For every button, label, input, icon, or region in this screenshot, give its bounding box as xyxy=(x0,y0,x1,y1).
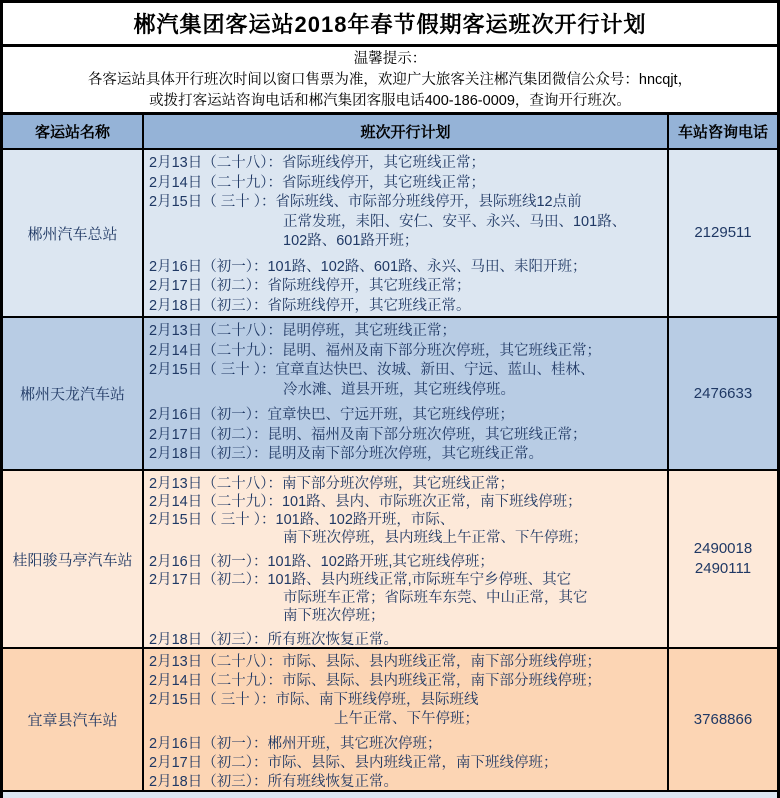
plan-line: 2月16日（初一）：101路、102路开班,其它班线停班； xyxy=(149,554,494,570)
station-name: 郴州汽车总站 xyxy=(3,150,144,316)
page-title: 郴汽集团客运站2018年春节假期客运班次开行计划 xyxy=(133,12,647,37)
plan-cell xyxy=(144,471,667,647)
plan-line: 2月17日（初二）：昆明、福州及南下部分班次停班，其它班线正常； xyxy=(149,426,587,443)
plan-line: 2月15日（ 三十 ）：宜章直达快巴、汝城、新田、宁远、蓝山、桂林、 xyxy=(149,362,595,378)
table-header-row xyxy=(3,115,777,150)
plan-line: 市际班车正常；省际班车东莞、中山正常，其它 xyxy=(283,590,588,606)
table-row xyxy=(3,150,777,318)
plan-line: 冷水滩、道县开班，其它班线停班。 xyxy=(283,381,515,398)
plan-line: 2月14日（二十九）：昆明、福州及南下部分班次停班，其它班线正常； xyxy=(149,342,601,359)
plan-line: 南下班次停班； xyxy=(283,608,385,624)
plan-line: 2月17日（初二）：101路、县内班线正常,市际班车宁乡停班、其它 xyxy=(149,572,572,588)
plan-line: 2月18日（初三）：省际班线停开，其它班线正常。 xyxy=(149,297,471,314)
header-phone: 车站咨询电话 xyxy=(667,115,777,148)
station-name: 宜章县汽车站 xyxy=(3,649,144,790)
plan-line: 2月13日（二十八）：南下部分班次停班，其它班线正常； xyxy=(149,476,514,492)
phone-cell xyxy=(667,649,777,790)
phone-number: 2129511 xyxy=(694,224,752,241)
phone-number: 3768866 xyxy=(693,710,753,728)
plan-line: 2月17日（初二）：市际、县际、县内班线正常，南下班线停班； xyxy=(149,755,558,771)
plan-line: 正常发班，耒阳、安仁、安平、永兴、马田、101路、 xyxy=(283,213,627,230)
plan-cell xyxy=(144,150,667,316)
plan-cell xyxy=(144,649,667,790)
phone-cell xyxy=(667,471,777,647)
plan-line: 2月14日（二十九）：市际、县际、县内班线正常，南下部分班线停班； xyxy=(149,673,601,689)
notice-heading: 温馨提示： xyxy=(353,51,427,67)
plan-line: 2月18日（初三）：所有班线恢复正常。 xyxy=(149,774,398,790)
next-row-sliver xyxy=(3,792,777,798)
notice-line: 各客运站具体开行班次时间以窗口售票为准，欢迎广大旅客关注郴汽集团微信公众号：hncqjt， xyxy=(87,72,693,88)
plan-line: 2月13日（二十八）：省际班线停开，其它班线正常； xyxy=(149,155,485,171)
header-plan: 班次开行计划 xyxy=(360,124,451,141)
title-block xyxy=(3,3,777,47)
plan-line: 2月13日（二十八）：昆明停班，其它班线正常； xyxy=(149,323,456,339)
phone-number: 2490018 xyxy=(693,540,753,557)
plan-line: 2月13日（二十八）：市际、县际、县内班线正常，南下部分班线停班； xyxy=(149,654,601,670)
plan-line: 2月15日（ 三十 ）：101路、102路开班，市际、 xyxy=(149,512,455,528)
station-name: 郴州天龙汽车站 xyxy=(3,318,144,469)
plan-line: 102路、601路开班； xyxy=(283,233,419,249)
plan-line: 2月16日（初一）：宜章快巴、宁远开班，其它班线停班； xyxy=(149,407,514,423)
plan-line: 2月18日（初三）：所有班次恢复正常。 xyxy=(149,632,398,647)
notice-block xyxy=(3,47,777,115)
notice-line: 或拨打客运站咨询电话和郴汽集团客服电话400-186-0009，查询开行班次。 xyxy=(149,93,631,109)
phone-number: 2490111 xyxy=(694,560,752,577)
phone-number: 2476633 xyxy=(693,384,753,402)
plan-line: 上午正常、下午停班； xyxy=(334,711,479,727)
plan-line: 2月14日（二十九）：省际班线停开，其它班线正常； xyxy=(149,174,485,191)
plan-line: 2月16日（初一）：101路、102路、601路、永兴、马田、耒阳开班； xyxy=(149,258,587,275)
plan-cell xyxy=(144,318,667,469)
table-row xyxy=(3,318,777,471)
table-row xyxy=(3,471,777,649)
station-name: 桂阳骏马亭汽车站 xyxy=(3,471,144,647)
plan-line: 2月14日（二十九）：101路、县内、市际班次正常，南下班线停班； xyxy=(149,494,582,510)
phone-cell xyxy=(667,318,777,469)
plan-line: 2月18日（初三）：昆明及南下部分班次停班，其它班线正常。 xyxy=(149,446,543,462)
phone-cell xyxy=(667,150,777,316)
plan-line: 2月15日（ 三十 ）：市际、南下班线停班，县际班线 xyxy=(149,692,479,708)
plan-line: 2月17日（初二）：省际班线停开，其它班线正常； xyxy=(149,278,471,294)
table-row xyxy=(3,649,777,792)
plan-line: 2月15日（ 三十 ）：省际班线、市际部分班线停开，县际班线12点前 xyxy=(149,194,582,210)
plan-line: 2月16日（初一）：郴州开班，其它班次停班； xyxy=(149,736,442,752)
plan-line: 南下班次停班，县内班线上午正常、下午停班； xyxy=(283,530,588,546)
header-station-name: 客运站名称 xyxy=(3,115,144,148)
